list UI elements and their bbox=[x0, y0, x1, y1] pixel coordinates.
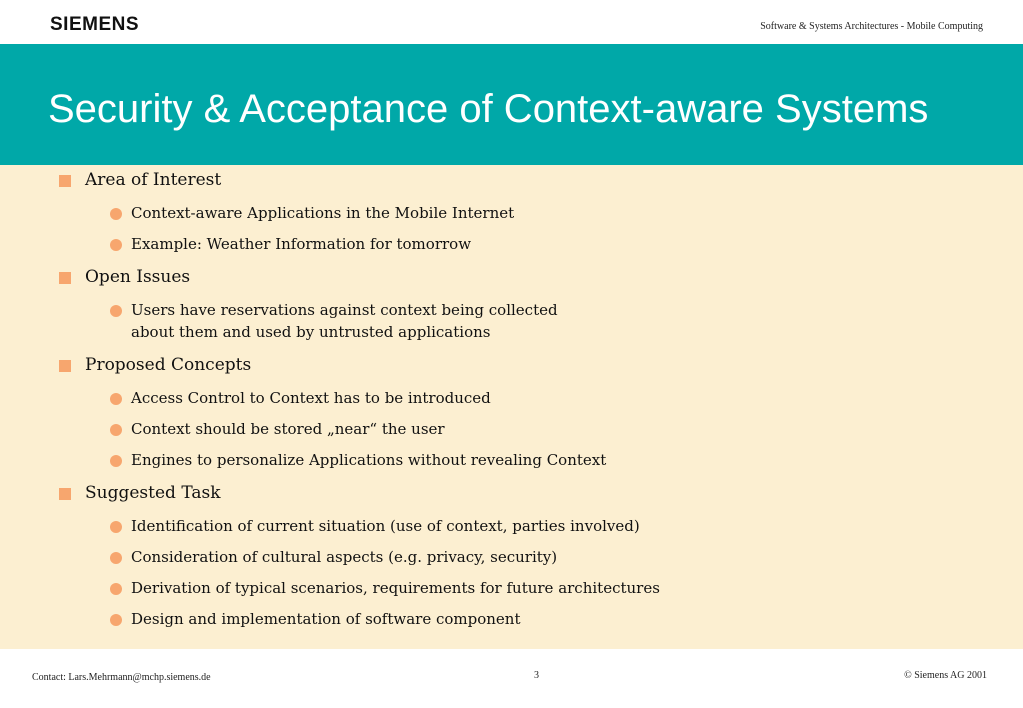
bullet-item: Access Control to Context has to be introduced bbox=[131, 389, 491, 407]
square-bullet-icon bbox=[59, 175, 71, 187]
footer-contact: Contact: Lars.Mehrmann@mchp.siemens.de bbox=[32, 672, 211, 683]
bullet-item: Consideration of cultural aspects (e.g. privacy, security) bbox=[131, 548, 558, 566]
square-bullet-icon bbox=[59, 488, 71, 500]
slide-title: Security & Acceptance of Context-aware Systems bbox=[48, 87, 929, 131]
bullet-item-continuation: about them and used by untrusted applications bbox=[131, 323, 491, 341]
siemens-logo: SIEMENS bbox=[50, 14, 140, 35]
section-heading-proposed-concepts: Proposed Concepts bbox=[85, 355, 252, 375]
circle-bullet-icon bbox=[110, 521, 122, 533]
circle-bullet-icon bbox=[110, 393, 122, 405]
header bbox=[0, 0, 1023, 44]
footer-copyright: © Siemens AG 2001 bbox=[904, 670, 987, 681]
header-subtitle: Software & Systems Architectures - Mobile Computing bbox=[760, 21, 983, 32]
circle-bullet-icon bbox=[110, 583, 122, 595]
square-bullet-icon bbox=[59, 360, 71, 372]
square-bullet-icon bbox=[59, 272, 71, 284]
circle-bullet-icon bbox=[110, 552, 122, 564]
title-band bbox=[0, 44, 1023, 165]
bullet-item: Design and implementation of software component bbox=[131, 610, 521, 628]
section-heading-open-issues: Open Issues bbox=[85, 267, 191, 287]
bullet-item: Example: Weather Information for tomorrow bbox=[131, 235, 472, 253]
bullet-item: Engines to personalize Applications without revealing Context bbox=[131, 451, 607, 469]
bullet-item: Users have reservations against context being collected bbox=[131, 301, 558, 319]
bullet-item: Context should be stored „near“ the user bbox=[131, 420, 445, 438]
bullet-item: Derivation of typical scenarios, requirements for future architectures bbox=[131, 579, 660, 597]
bullet-item: Context-aware Applications in the Mobile Internet bbox=[131, 204, 515, 222]
circle-bullet-icon bbox=[110, 455, 122, 467]
circle-bullet-icon bbox=[110, 614, 122, 626]
content-area bbox=[0, 165, 1023, 649]
circle-bullet-icon bbox=[110, 239, 122, 251]
section-heading-area-of-interest: Area of Interest bbox=[85, 170, 222, 190]
section-heading-suggested-task: Suggested Task bbox=[85, 483, 221, 503]
circle-bullet-icon bbox=[110, 305, 122, 317]
footer bbox=[0, 649, 1023, 708]
bullet-item: Identification of current situation (use of context, parties involved) bbox=[131, 517, 640, 535]
circle-bullet-icon bbox=[110, 208, 122, 220]
page-number: 3 bbox=[534, 670, 539, 681]
circle-bullet-icon bbox=[110, 424, 122, 436]
